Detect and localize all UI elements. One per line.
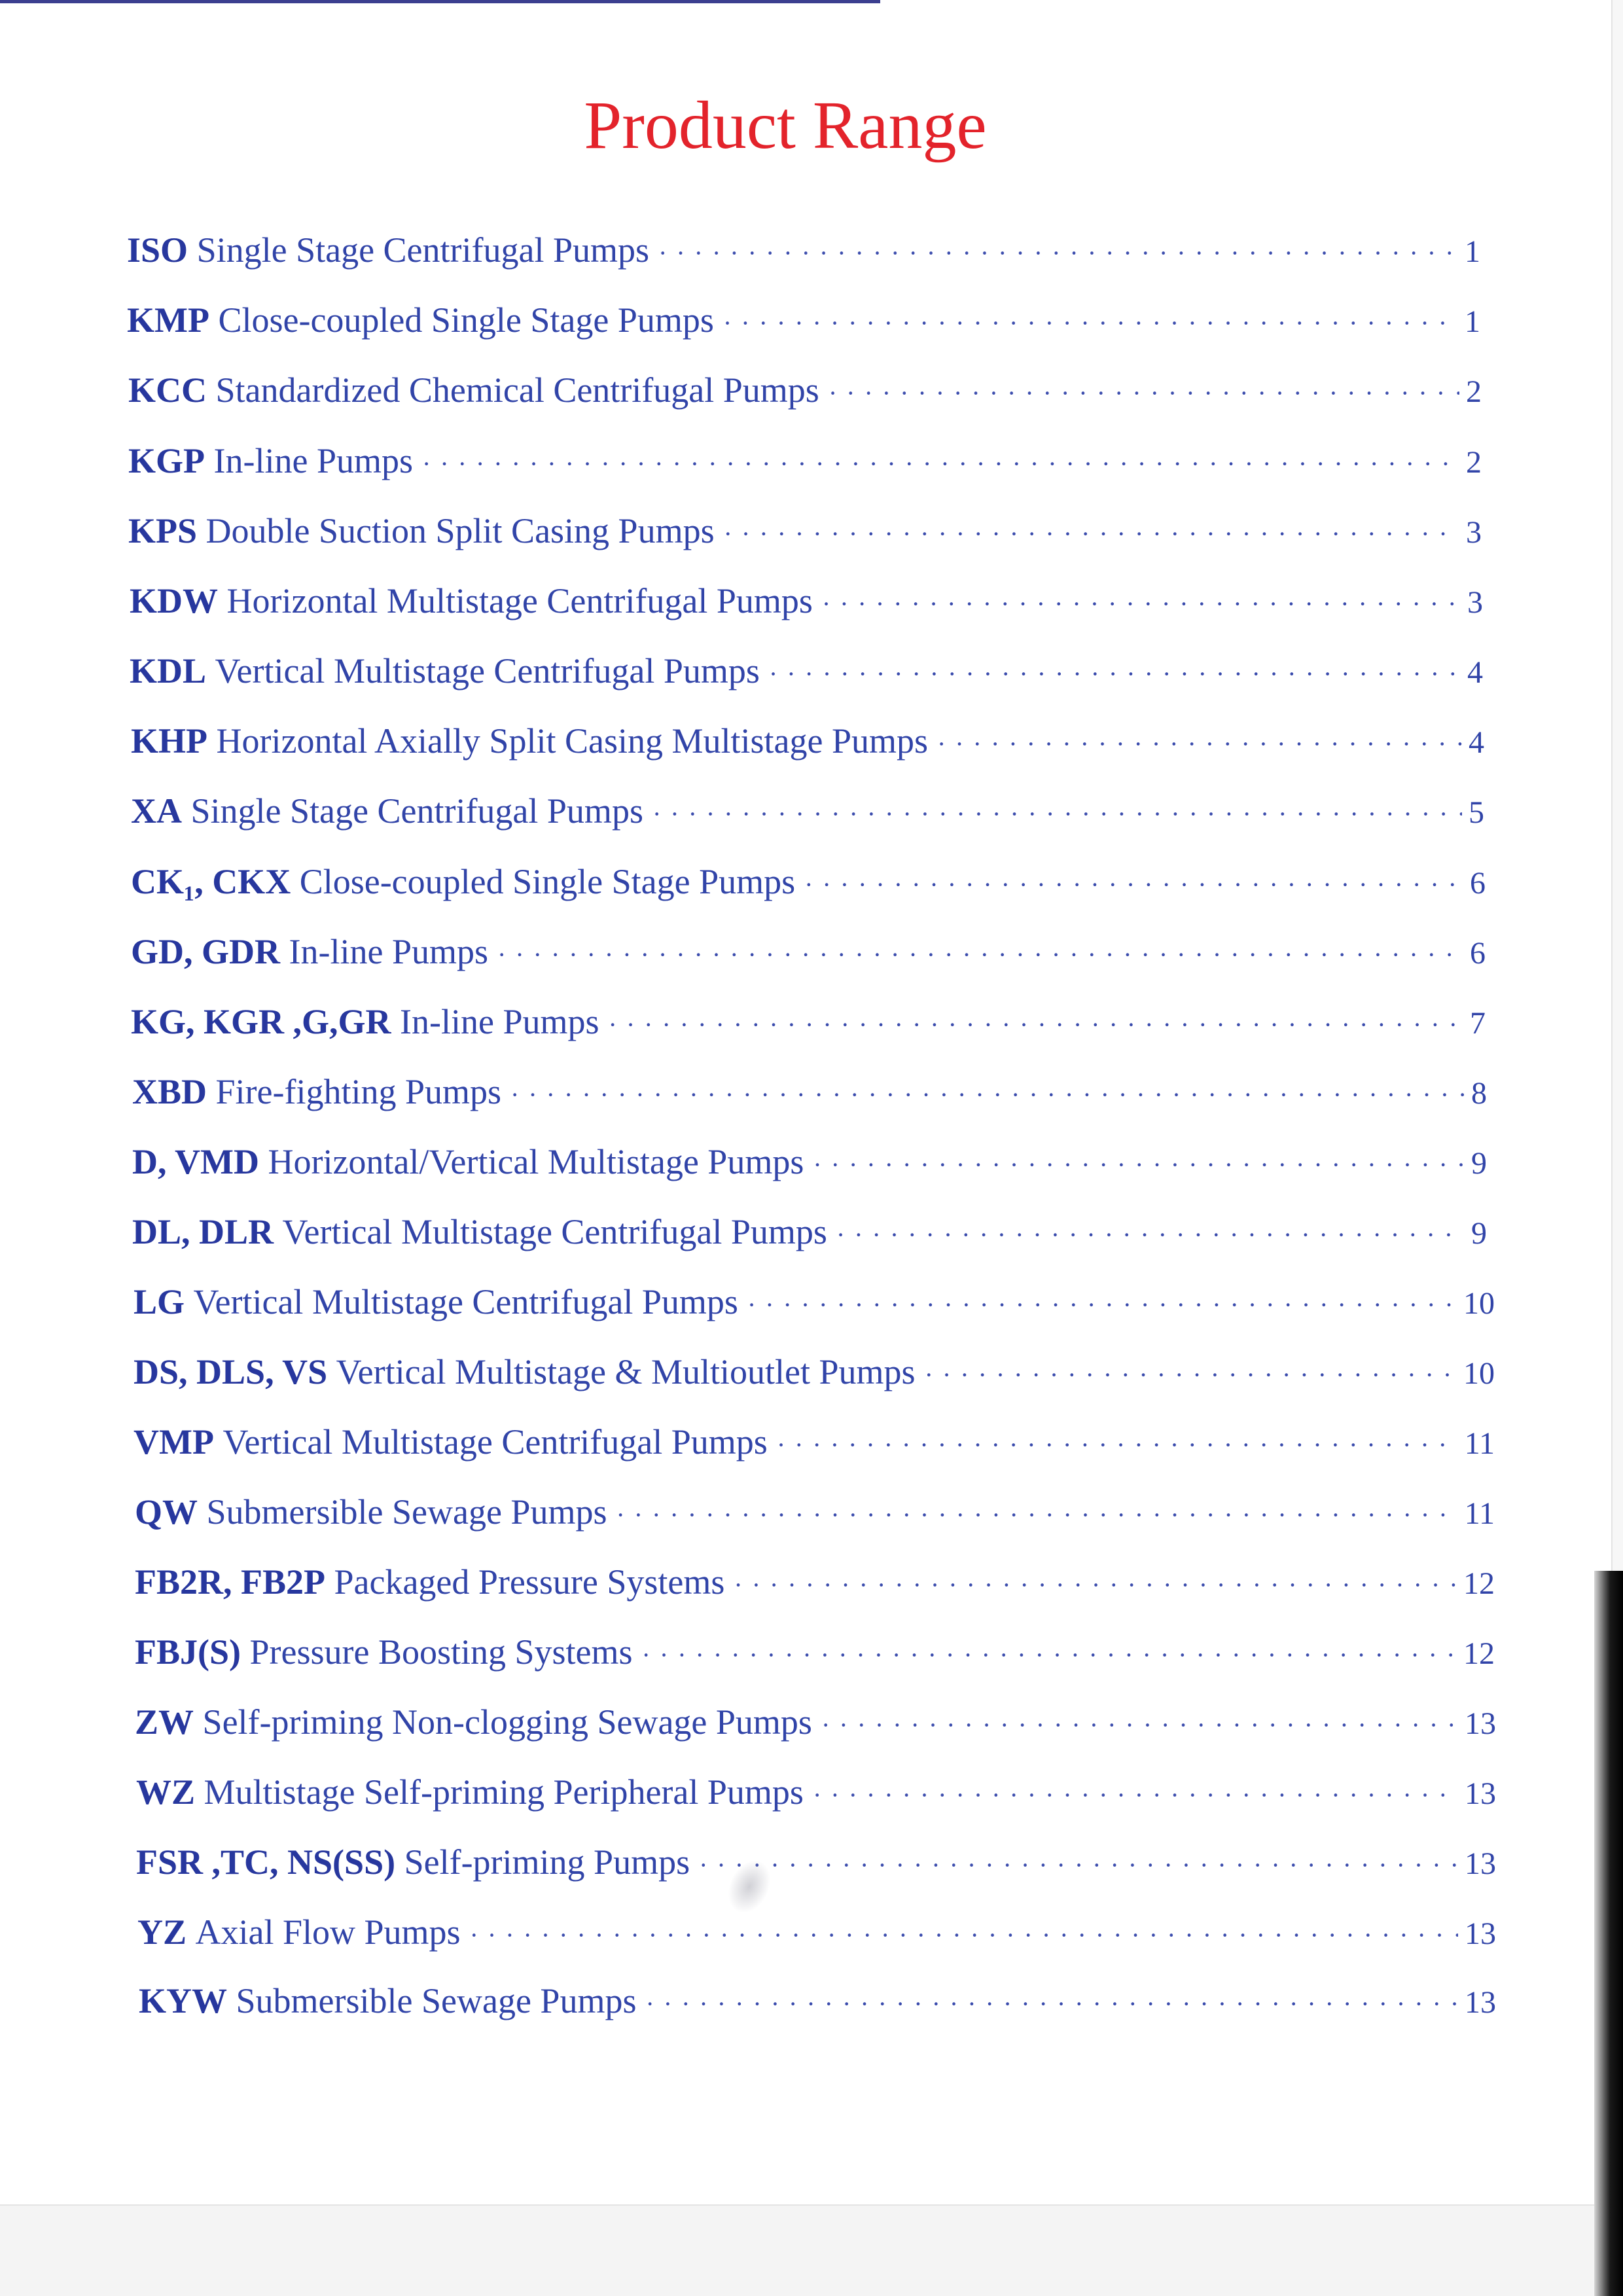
toc-row[interactable] bbox=[131, 934, 1486, 969]
toc-description: In-line Pumps bbox=[289, 932, 488, 971]
toc-row[interactable] bbox=[132, 1144, 1487, 1179]
toc-description: Horizontal Axially Split Casing Multistage Pumps bbox=[216, 721, 928, 761]
toc-description: Pressure Boosting Systems bbox=[249, 1632, 633, 1672]
dot-leader bbox=[609, 1012, 1463, 1038]
dot-leader bbox=[925, 1362, 1457, 1388]
dot-leader bbox=[769, 661, 1461, 687]
toc-description: Standardized Chemical Centrifugal Pumps bbox=[215, 370, 819, 410]
dot-leader bbox=[652, 801, 1462, 827]
toc-page-number: 6 bbox=[1470, 936, 1486, 971]
toc-code: QW bbox=[135, 1492, 198, 1532]
toc-row[interactable] bbox=[127, 232, 1480, 268]
toc-code: KYW bbox=[139, 1981, 227, 2020]
dot-leader bbox=[699, 1852, 1458, 1878]
dot-leader bbox=[813, 1782, 1458, 1808]
toc-page-number: 11 bbox=[1464, 1496, 1495, 1531]
dot-leader bbox=[937, 731, 1462, 757]
toc-page-number: 13 bbox=[1465, 1985, 1496, 2020]
toc-page-number: 8 bbox=[1471, 1076, 1487, 1111]
toc-row[interactable] bbox=[128, 513, 1482, 548]
toc-code: XBD bbox=[132, 1072, 207, 1111]
dot-leader bbox=[836, 1222, 1465, 1248]
toc-description: Vertical Multistage Centrifugal Pumps bbox=[193, 1282, 738, 1321]
toc-code: LG bbox=[134, 1282, 185, 1321]
page-title: Product Range bbox=[584, 88, 987, 163]
dot-leader bbox=[723, 310, 1458, 336]
toc-row[interactable] bbox=[131, 864, 1486, 899]
toc-page-number: 13 bbox=[1465, 1776, 1496, 1811]
toc-code: ZW bbox=[135, 1702, 194, 1742]
dot-leader bbox=[734, 1572, 1457, 1598]
toc-page-number: 3 bbox=[1467, 585, 1483, 620]
toc-page-number: 4 bbox=[1467, 655, 1483, 690]
toc-page-number: 13 bbox=[1465, 1846, 1496, 1881]
toc-row[interactable] bbox=[131, 723, 1484, 759]
toc-code: CK₁, CKX bbox=[131, 862, 291, 901]
toc-code: KHP bbox=[131, 721, 207, 761]
toc-row[interactable] bbox=[137, 1914, 1496, 1950]
toc-row[interactable] bbox=[132, 1214, 1487, 1249]
toc-page-number: 4 bbox=[1469, 725, 1484, 760]
toc-row[interactable] bbox=[127, 302, 1480, 338]
toc-page-number: 12 bbox=[1463, 1566, 1495, 1601]
toc-code: KG, KGR ,G,GR bbox=[131, 1002, 391, 1041]
toc-row[interactable] bbox=[136, 1774, 1496, 1810]
toc-row[interactable] bbox=[135, 1634, 1495, 1670]
toc-description: Horizontal Multistage Centrifugal Pumps bbox=[226, 581, 813, 620]
toc-row[interactable] bbox=[134, 1354, 1495, 1390]
dot-leader bbox=[813, 1152, 1465, 1178]
toc-code: XA bbox=[131, 791, 182, 831]
dot-leader bbox=[804, 872, 1463, 898]
toc-description: Close-coupled Single Stage Pumps bbox=[218, 300, 714, 340]
toc-description: In-line Pumps bbox=[213, 441, 413, 480]
dot-leader bbox=[747, 1292, 1457, 1318]
toc-row[interactable] bbox=[131, 1004, 1486, 1039]
toc-code: ISO bbox=[127, 230, 188, 270]
toc-row[interactable] bbox=[131, 793, 1484, 829]
toc-row[interactable] bbox=[139, 1983, 1496, 2018]
toc-row[interactable] bbox=[135, 1704, 1496, 1740]
toc-page-number: 12 bbox=[1463, 1636, 1495, 1671]
toc-description: Fire-fighting Pumps bbox=[215, 1072, 502, 1111]
toc-row[interactable] bbox=[134, 1424, 1495, 1460]
toc-page-number: 7 bbox=[1470, 1006, 1486, 1041]
toc-description: Double Suction Split Casing Pumps bbox=[205, 511, 715, 550]
toc-page-number: 9 bbox=[1471, 1216, 1487, 1251]
toc-row[interactable] bbox=[135, 1564, 1495, 1600]
toc-code: DS, DLS, VS bbox=[134, 1352, 328, 1391]
dot-leader bbox=[645, 1991, 1458, 2017]
toc-code: GD, GDR bbox=[131, 932, 280, 971]
toc-code: KDW bbox=[130, 581, 218, 620]
toc-description: Vertical Multistage Centrifugal Pumps bbox=[282, 1212, 827, 1251]
toc-page-number: 9 bbox=[1471, 1146, 1487, 1181]
toc-code: YZ bbox=[137, 1912, 187, 1952]
dot-leader bbox=[642, 1642, 1457, 1668]
toc-code: WZ bbox=[136, 1772, 196, 1812]
toc-description: Vertical Multistage & Multioutlet Pumps bbox=[336, 1352, 916, 1391]
toc-page-number: 6 bbox=[1470, 866, 1486, 901]
toc-page-number: 2 bbox=[1466, 445, 1482, 480]
toc-description: Packaged Pressure Systems bbox=[334, 1562, 725, 1602]
toc-row[interactable] bbox=[128, 372, 1482, 408]
toc-page-number: 2 bbox=[1466, 374, 1482, 409]
dot-leader bbox=[497, 942, 1463, 968]
toc-description: Single Stage Centrifugal Pumps bbox=[190, 791, 643, 831]
toc-description: Close-coupled Single Stage Pumps bbox=[299, 862, 796, 901]
dot-leader bbox=[616, 1502, 1457, 1528]
toc-code: KDL bbox=[130, 651, 207, 691]
toc-description: Self-priming Non-clogging Sewage Pumps bbox=[202, 1702, 812, 1742]
toc-row[interactable] bbox=[132, 1074, 1487, 1109]
toc-description: Axial Flow Pumps bbox=[195, 1912, 461, 1952]
toc-row[interactable] bbox=[136, 1844, 1496, 1880]
dot-leader bbox=[777, 1432, 1458, 1458]
toc-row[interactable] bbox=[135, 1494, 1495, 1530]
dot-leader bbox=[510, 1082, 1465, 1108]
dot-leader bbox=[422, 451, 1459, 477]
toc-page-number: 5 bbox=[1469, 795, 1484, 830]
toc-code: FB2R, FB2P bbox=[135, 1562, 325, 1602]
toc-row[interactable] bbox=[130, 653, 1483, 689]
toc-page-number: 1 bbox=[1465, 234, 1480, 269]
toc-row[interactable] bbox=[130, 583, 1483, 619]
toc-page-number: 13 bbox=[1465, 1706, 1496, 1741]
toc-code: D, VMD bbox=[132, 1142, 259, 1181]
toc-page-number: 13 bbox=[1465, 1916, 1496, 1951]
dot-leader bbox=[822, 591, 1461, 617]
toc-code: KCC bbox=[128, 370, 207, 410]
toc-page-number: 11 bbox=[1464, 1426, 1495, 1461]
toc-code: KPS bbox=[128, 511, 198, 550]
toc-page-number: 10 bbox=[1463, 1356, 1495, 1391]
toc-page-number: 1 bbox=[1465, 304, 1480, 339]
toc-description: In-line Pumps bbox=[400, 1002, 599, 1041]
toc-code: VMP bbox=[134, 1422, 214, 1462]
dot-leader bbox=[658, 240, 1458, 266]
toc-code: KMP bbox=[127, 300, 209, 340]
dot-leader bbox=[470, 1922, 1458, 1948]
toc-code: KGP bbox=[128, 441, 205, 480]
toc-description: Horizontal/Vertical Multistage Pumps bbox=[268, 1142, 804, 1181]
toc-description: Single Stage Centrifugal Pumps bbox=[196, 230, 650, 270]
toc-code: FBJ(S) bbox=[135, 1632, 241, 1672]
dot-leader bbox=[724, 521, 1459, 547]
toc-page-number: 3 bbox=[1466, 515, 1482, 550]
toc-row[interactable] bbox=[128, 443, 1482, 478]
dot-leader bbox=[821, 1712, 1458, 1738]
dot-leader bbox=[829, 380, 1459, 406]
toc-code: FSR ,TC, NS(SS) bbox=[136, 1842, 396, 1882]
toc-description: Submersible Sewage Pumps bbox=[206, 1492, 607, 1532]
toc-description: Vertical Multistage Centrifugal Pumps bbox=[215, 651, 760, 691]
toc-description: Submersible Sewage Pumps bbox=[236, 1981, 637, 2020]
toc-description: Multistage Self-priming Peripheral Pumps bbox=[204, 1772, 804, 1812]
toc-page-number: 10 bbox=[1463, 1286, 1495, 1321]
toc-code: DL, DLR bbox=[132, 1212, 274, 1251]
toc-description: Self-priming Pumps bbox=[404, 1842, 690, 1882]
toc-row[interactable] bbox=[134, 1284, 1495, 1319]
toc-description: Vertical Multistage Centrifugal Pumps bbox=[223, 1422, 768, 1462]
